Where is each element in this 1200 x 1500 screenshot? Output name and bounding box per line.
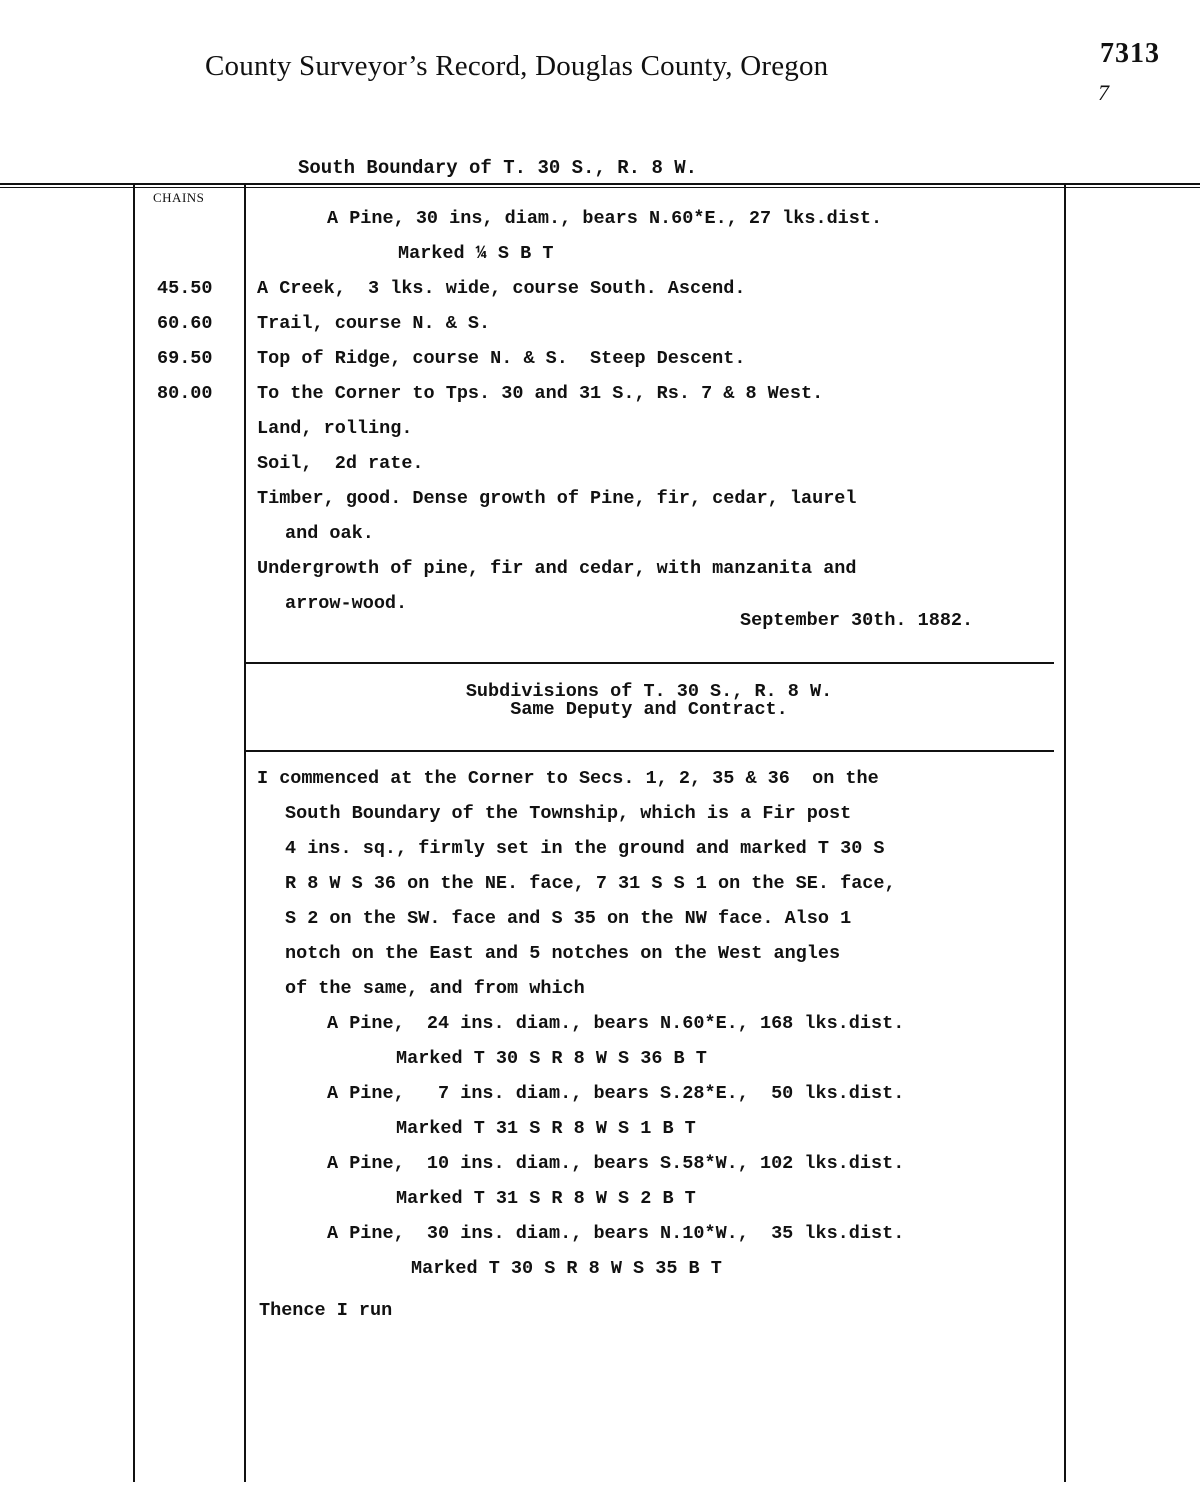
top-rule-thin (0, 187, 1200, 188)
survey-entry: To the Corner to Tps. 30 and 31 S., Rs. 7 & 8 West. (257, 383, 824, 404)
bearing-tree-line: A Pine, 30 ins, diam., bears N.60*E., 27 lks.dist. (327, 208, 883, 229)
closing-line: Thence I run (259, 1300, 393, 1321)
bearing-tree-line: A Pine, 30 ins. diam., bears N.10*W., 35 lks.dist. (327, 1223, 905, 1244)
paragraph-line: of the same, and from which (285, 978, 585, 999)
section-heading: South Boundary of T. 30 S., R. 8 W. (298, 157, 698, 179)
bearing-tree-marking: Marked ¼ S B T (398, 243, 554, 264)
chains-value: 60.60 (157, 313, 213, 334)
paragraph-line: 4 ins. sq., firmly set in the ground and marked T 30 S (285, 838, 885, 859)
survey-entry: Top of Ridge, course N. & S. Steep Descent. (257, 348, 746, 369)
timber-description: Timber, good. Dense growth of Pine, fir, cedar, laurel (257, 488, 857, 509)
survey-date: September 30th. 1882. (740, 610, 974, 631)
bearing-tree-marking: Marked T 31 S R 8 W S 1 B T (396, 1118, 696, 1139)
survey-entry: Trail, course N. & S. (257, 313, 491, 334)
bearing-tree-marking: Marked T 30 S R 8 W S 35 B T (411, 1258, 722, 1279)
page-title: County Surveyor’s Record, Douglas County, Oregon (205, 50, 829, 82)
undergrowth-description: Undergrowth of pine, fir and cedar, with manzanita and (257, 558, 857, 579)
chains-column-header: CHAINS (153, 190, 205, 205)
bearing-tree-line: A Pine, 10 ins. diam., bears S.58*W., 102 lks.dist. (327, 1153, 905, 1174)
right-margin-rule (1064, 185, 1066, 1482)
paragraph-line: notch on the East and 5 notches on the West angles (285, 943, 841, 964)
subdivisions-bottom-rule (244, 750, 1054, 752)
chains-value: 69.50 (157, 348, 213, 369)
bearing-tree-line: A Pine, 24 ins. diam., bears N.60*E., 168 lks.dist. (327, 1013, 905, 1034)
paragraph-line: S 2 on the SW. face and S 35 on the NW face. Also 1 (285, 908, 852, 929)
paragraph-line: I commenced at the Corner to Secs. 1, 2, 35 & 36 on the (257, 768, 879, 789)
bearing-tree-line: A Pine, 7 ins. diam., bears S.28*E., 50 lks.dist. (327, 1083, 905, 1104)
page-number: 7313 (1100, 38, 1160, 69)
handwritten-note: 7 (1098, 80, 1109, 105)
timber-description: and oak. (285, 523, 374, 544)
top-rule (0, 183, 1200, 185)
land-description: Land, rolling. (257, 418, 413, 439)
survey-entry: A Creek, 3 lks. wide, course South. Ascend. (257, 278, 746, 299)
undergrowth-description: arrow-wood. (285, 593, 408, 614)
chains-column-rule (244, 185, 246, 1482)
paragraph-line: South Boundary of the Township, which is a Fir post (285, 803, 852, 824)
bearing-tree-marking: Marked T 31 S R 8 W S 2 B T (396, 1188, 696, 1209)
chains-value: 80.00 (157, 383, 213, 404)
chains-value: 45.50 (157, 278, 213, 299)
soil-description: Soil, 2d rate. (257, 453, 424, 474)
paragraph-line: R 8 W S 36 on the NE. face, 7 31 S S 1 on the SE. face, (285, 873, 896, 894)
subdivisions-heading: Subdivisions of T. 30 S., R. 8 W. (465, 681, 833, 702)
bearing-tree-marking: Marked T 30 S R 8 W S 36 B T (396, 1048, 707, 1069)
subdivisions-top-rule (244, 662, 1054, 664)
left-margin-rule (133, 185, 135, 1482)
subdivisions-subheading: Same Deputy and Contract. (510, 699, 788, 720)
